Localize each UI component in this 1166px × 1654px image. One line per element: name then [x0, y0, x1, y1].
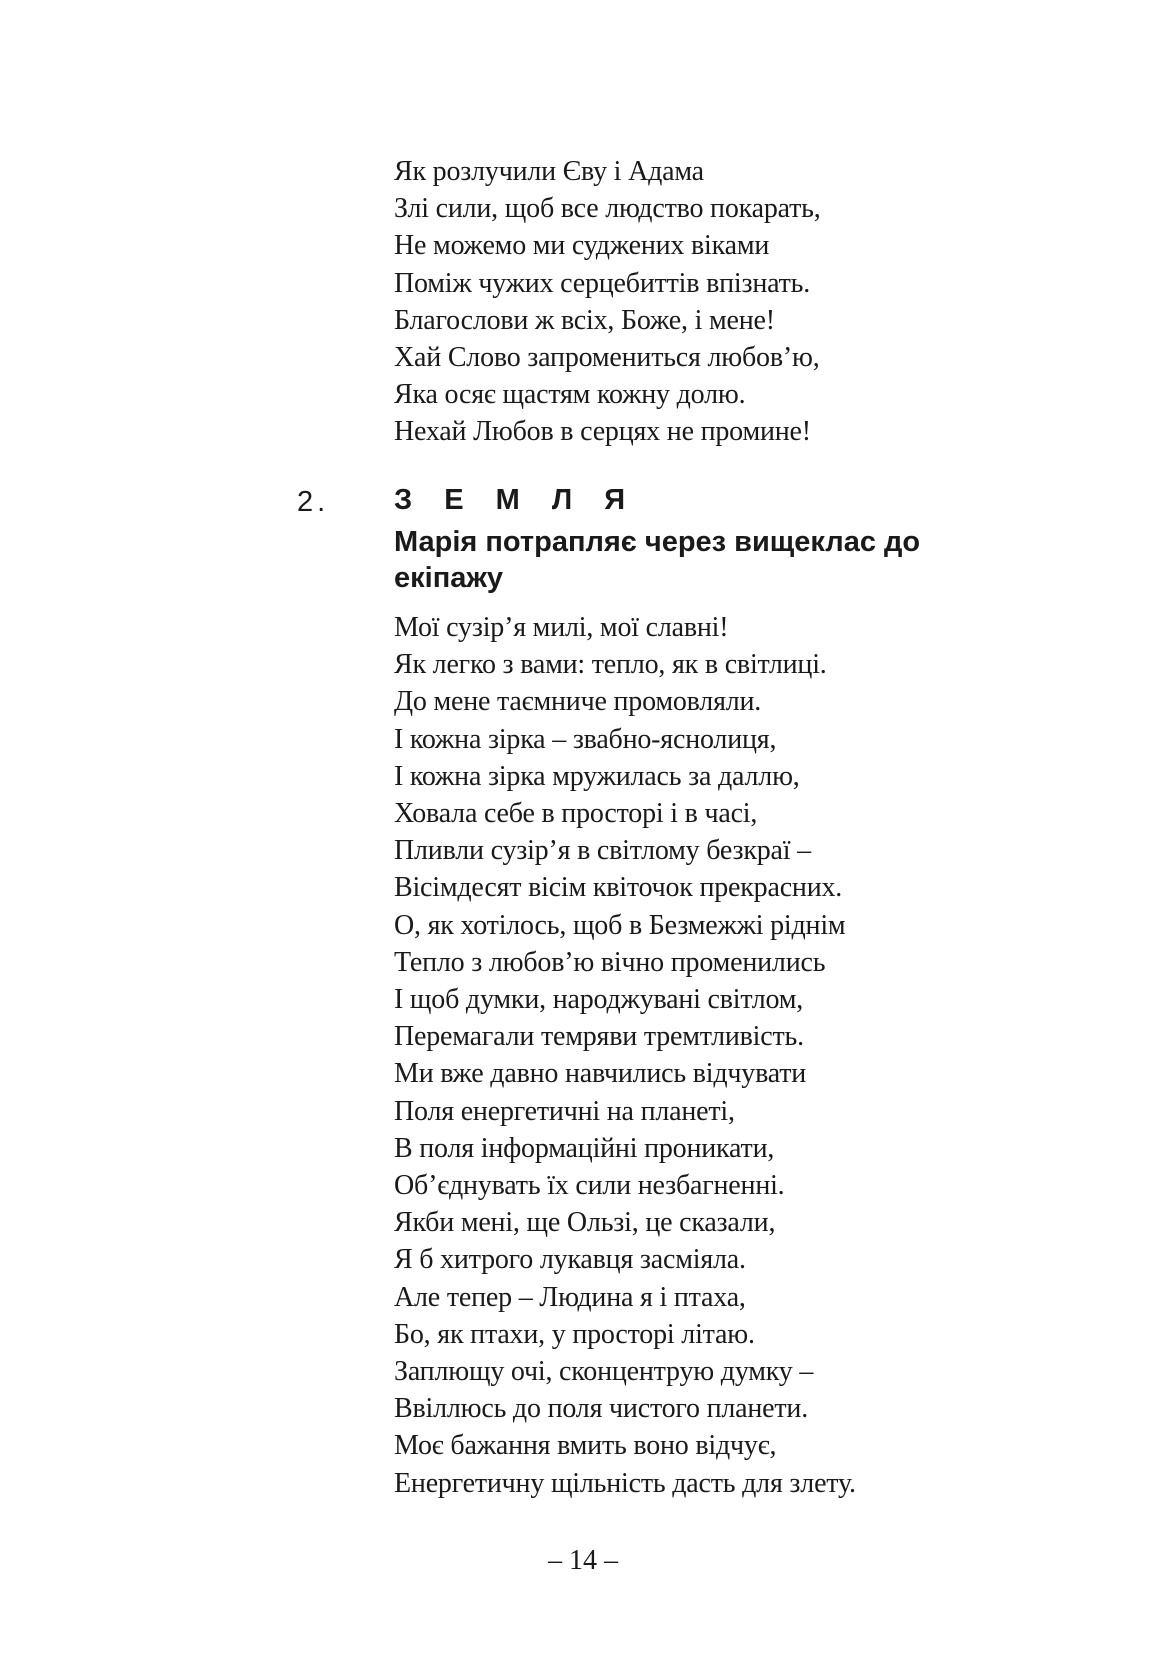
verse-line: В поля інформаційні проникати, — [394, 1132, 775, 1164]
verse-line: Ми вже давно навчились відчувати — [394, 1058, 807, 1090]
verse-line: Якби мені, ще Ользі, це сказали, — [394, 1207, 776, 1239]
page-number: – 14 – — [548, 1545, 618, 1576]
verse-line: Вісімдесят вісім квіточок прекрасних. — [394, 872, 843, 904]
verse-line: Я б хитрого лукавця засміяла. — [394, 1244, 746, 1276]
verse-line: Як легко з вами: тепло, як в світлиці. — [394, 649, 827, 681]
verse-line: І кожна зірка мружилась за даллю, — [394, 760, 800, 792]
verse-line: Ховала себе в просторі і в часі, — [394, 798, 758, 830]
verse-line: Моє бажання вмить воно відчує, — [394, 1430, 777, 1462]
verse-line: Благослови ж всіх, Боже, і мене! — [394, 304, 775, 336]
verse-line: Ввіллюсь до поля чистого планети. — [394, 1393, 809, 1425]
section-number: 2. — [297, 486, 330, 518]
verse-line: І кожна зірка – звабно-яснолиця, — [394, 723, 777, 755]
verse-line: Злі сили, щоб все людство покарать, — [394, 193, 821, 225]
verse-line: О, як хотілось, щоб в Безмежжі ріднім — [394, 909, 846, 941]
verse-line: Поля енергетичні на планеті, — [394, 1095, 735, 1127]
section-subtitle: Марія потрапляє через вищеклас до екіпажу — [394, 526, 921, 594]
section-title: З Е М Л Я — [394, 484, 638, 516]
verse-line: Як розлучили Єву і Адама — [394, 156, 704, 187]
verse-line: Але тепер – Людина я і птаха, — [394, 1281, 746, 1313]
verse-line: Перемагали темряви тремтливість. — [394, 1021, 804, 1053]
verse-line: Хай Слово запромениться любов’ю, — [394, 342, 820, 374]
verse-line: До мене таємниче промовляли. — [394, 686, 762, 718]
verse-line: Тепло з любов’ю вічно променились — [394, 946, 826, 978]
verse-stanza-2 — [394, 609, 856, 1502]
verse-line: Мої сузір’я милі, мої славні! — [394, 612, 729, 643]
verse-line: Бо, як птахи, у просторі літаю. — [394, 1318, 755, 1350]
verse-line: Енергетичну щільність дасть для злету. — [394, 1467, 856, 1499]
verse-line: Об’єднувать їх сили незбагненні. — [394, 1170, 785, 1202]
verse-line: І щоб думки, народжувані світлом, — [394, 984, 804, 1016]
verse-line: Заплющу очі, сконцентрую думку – — [394, 1356, 814, 1388]
verse-line: Поміж чужих серцебиттів впізнать. — [394, 267, 811, 299]
verse-line: Пливли сузір’я в світлому безкраї – — [394, 835, 811, 867]
verse-stanza-1 — [394, 153, 821, 451]
verse-line: Нехай Любов в серцях не промине! — [394, 416, 811, 448]
verse-line: Не можемо ми суджених віками — [394, 230, 770, 262]
verse-line: Яка осяє щастям кожну долю. — [394, 379, 746, 411]
